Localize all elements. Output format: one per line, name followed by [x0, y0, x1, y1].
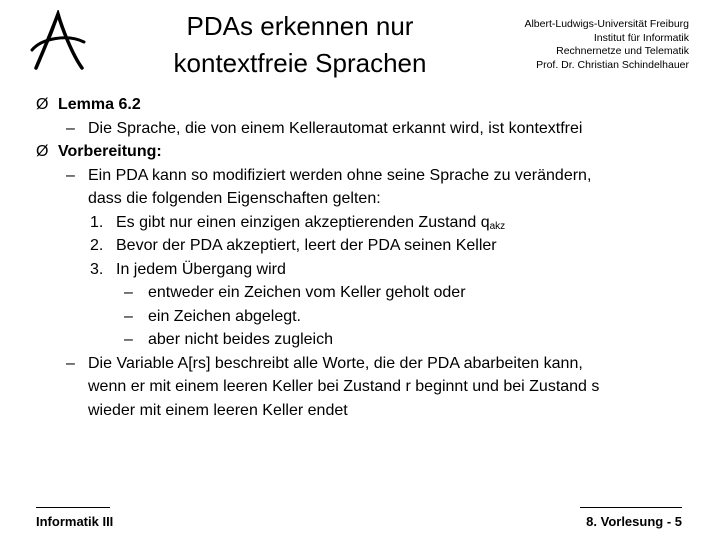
- university-logo-icon: [28, 10, 90, 72]
- footer-page-number: 8. Vorlesung - 5: [586, 514, 682, 529]
- prep-heading-line: [36, 140, 706, 164]
- variable-text-line2: wenn er mit einem leeren Keller bei Zustand r beginnt und bei Zustand s: [88, 378, 600, 395]
- lemma-heading: Lemma 6.2: [58, 96, 141, 113]
- sub-item: [36, 281, 706, 305]
- item-number: 3.: [90, 260, 104, 278]
- slide-title: [130, 8, 470, 82]
- dash-bullet-icon: –: [66, 119, 75, 137]
- prep-text-line: [36, 164, 706, 188]
- variable-text-continuation: [36, 375, 706, 399]
- item-number: 1.: [90, 213, 104, 231]
- item-text: In jedem Übergang wird: [116, 260, 286, 278]
- numbered-item-2: [36, 234, 706, 258]
- dash-bullet-icon: –: [66, 166, 75, 184]
- affiliation-institute: Institut für Informatik: [593, 31, 689, 44]
- sub-item-text: aber nicht beides zugleich: [148, 331, 334, 348]
- lemma-heading-line: [36, 93, 706, 117]
- item-number: 2.: [90, 237, 104, 254]
- variable-text-line1: Die Variable A[rs] beschreibt alle Worte, die der PDA abarbeiten kann,: [88, 354, 583, 372]
- prep-text-line2: dass die folgenden Eigenschaften gelten:: [88, 190, 381, 207]
- dash-bullet-icon: –: [124, 284, 133, 301]
- footer-course: Informatik III: [36, 514, 114, 529]
- affiliation-department: Rechnernetze und Telematik: [556, 45, 689, 57]
- affiliation-university: Albert-Ludwigs-Universität Freiburg: [524, 18, 689, 30]
- sub-item-text: ein Zeichen abgelegt.: [148, 307, 301, 325]
- numbered-item-3: [36, 258, 706, 282]
- sub-item: [36, 328, 706, 352]
- lemma-text-line: [36, 117, 706, 141]
- prep-heading: Vorbereitung:: [58, 143, 162, 160]
- slide-title-line1: PDAs erkennen nur: [186, 11, 414, 41]
- prep-text-continuation: [36, 187, 706, 211]
- dash-bullet-icon: –: [66, 354, 75, 372]
- prep-text-line1: Ein PDA kann so modifiziert werden ohne seine Sprache zu verändern,: [88, 166, 592, 184]
- dash-bullet-icon: –: [124, 307, 133, 325]
- arrow-bullet-icon: Ø: [36, 143, 49, 160]
- numbered-item-1: [36, 211, 706, 235]
- lemma-text: Die Sprache, die von einem Kellerautomat erkannt wird, ist kontextfrei: [88, 119, 583, 137]
- dash-bullet-icon: –: [124, 331, 133, 348]
- slide-content: [36, 93, 706, 422]
- variable-text-line3: wieder mit einem leeren Keller endet: [88, 401, 348, 419]
- footer-right-rule: [580, 507, 682, 508]
- variable-text-continuation: [36, 399, 706, 423]
- item-text: Es gibt nur einen einzigen akzeptierenden Zustand q: [116, 213, 490, 231]
- arrow-bullet-icon: Ø: [36, 96, 49, 113]
- item-text: Bevor der PDA akzeptiert, leert der PDA seinen Keller: [116, 237, 497, 254]
- sub-item: [36, 305, 706, 329]
- item-subscript: akz: [489, 220, 506, 232]
- sub-item-text: entweder ein Zeichen vom Keller geholt oder: [148, 284, 466, 301]
- affiliation-professor: Prof. Dr. Christian Schindelhauer: [536, 58, 689, 71]
- affiliation-block: [469, 18, 689, 72]
- slide-title-line2: kontextfreie Sprachen: [173, 48, 427, 78]
- variable-text-line: [36, 352, 706, 376]
- footer-left-rule: [36, 507, 110, 508]
